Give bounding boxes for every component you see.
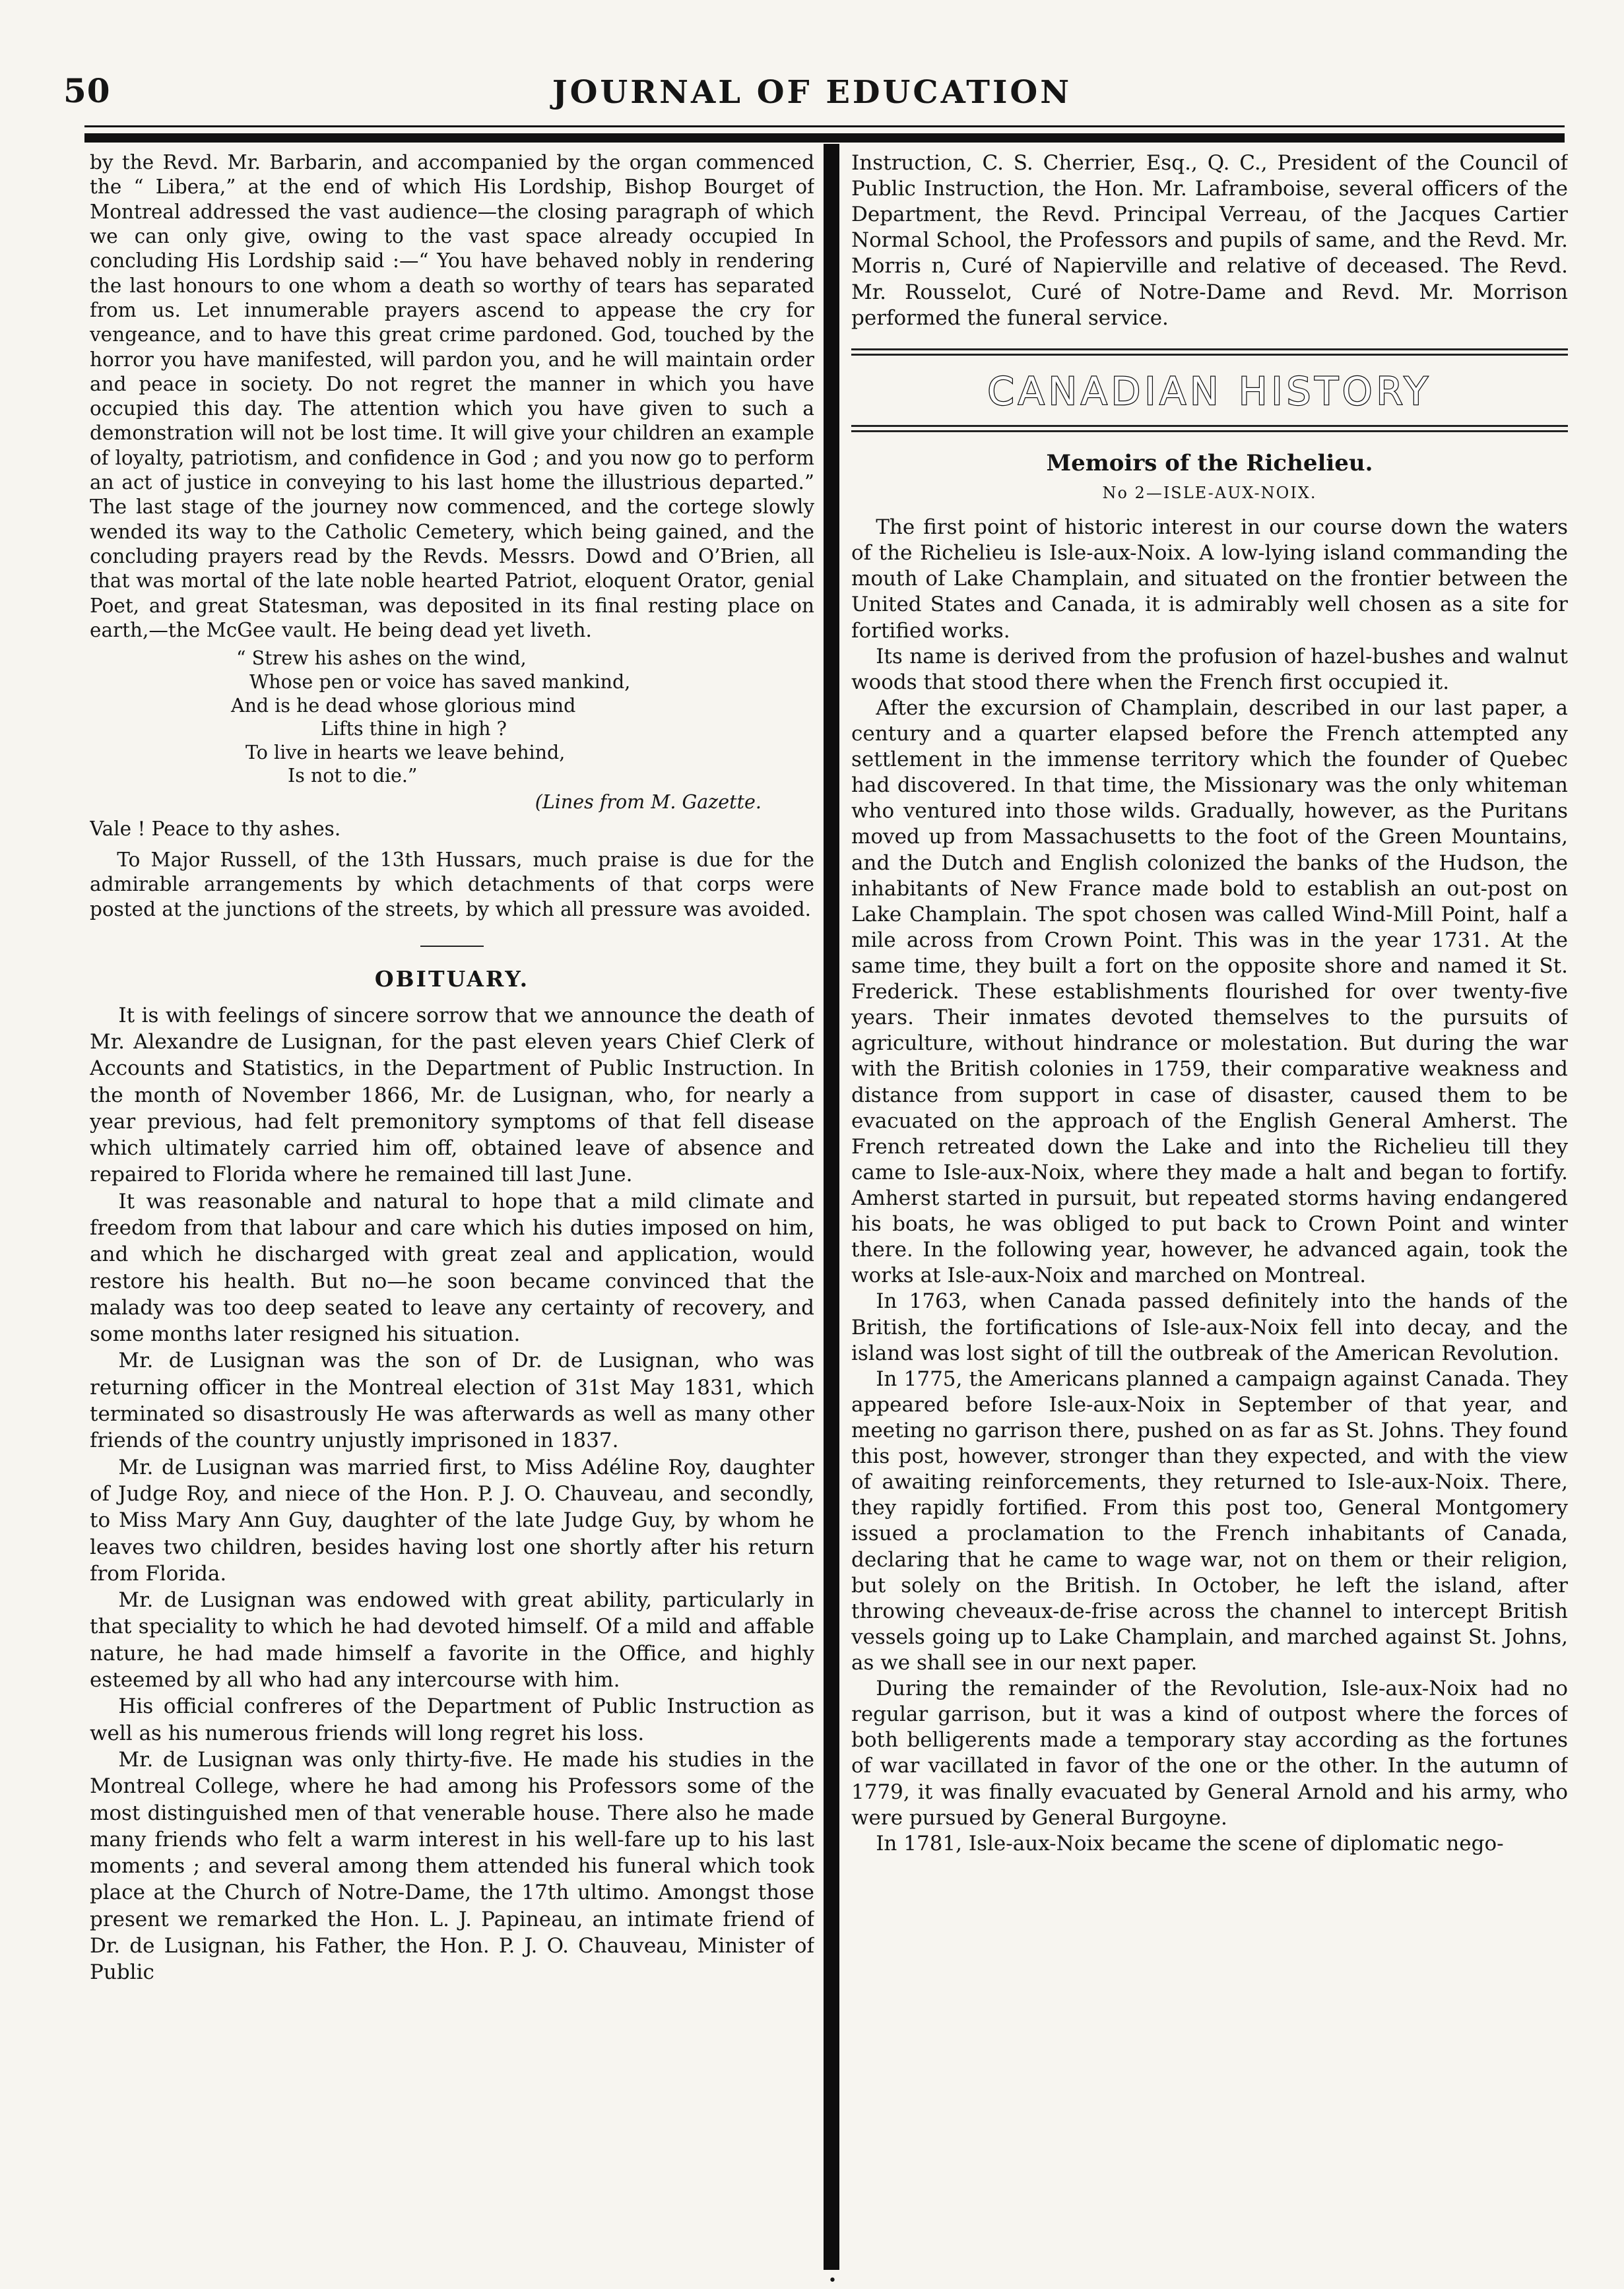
left-column [90,150,814,2249]
section-banner: CANADIAN HISTORY [987,368,1432,414]
history-paragraph: After the excursion of Champlain, described in our last paper, a century and a quarter elapsed before the French attempted any settlement in the immense territory which the founder of Quebec had discovered. In that time, the Missionary was the only whiteman who ventured into those wilds. Gradually, however, as the Puritans moved up from Massachusetts to the foot of the Green Mountains, and the Dutch and English colonized the banks of the Hudson, the inhabitants of New France made bold to establish an out-post on Lake Champlain. The spot chosen was called Wind-Mill Point, half a mile across from Crown Point. This was in the year 1731. At the same time, they built a fort on the opposite shore and named it St. Frederick. These establishments flourished for over twenty-five years. Their inmates devoted themselves to the pursuits of agriculture, without hindrance or molestation. But during the war with the British colonies in 1759, their comparative weakness and distance from support in case of disaster, caused them to be evacuated on the approach of the English General Amherst. The French retreated down the Lake and into the Richelieu till they came to Isle-aux-Noix, where they made a halt and began to fortify. Amherst started in pursuit, but repeated storms having endangered his boats, he was obliged to put back to Crown Point and winter there. In the following year, however, he advanced again, took the works at Isle-aux-Noix and marched on Montreal. [851,695,1568,1288]
right-column-body [851,150,1568,1857]
history-paragraph: In 1775, the Americans planned a campaign against Canada. They appeared before Isle-aux-Noix in September of that year, and meeting no garrison there, pushed on as far as St. Johns. They found this post, however, stronger than they expected, and with the view of awaiting reinforcements, they returned to Isle-aux-Noix. There, they rapidly fortified. From this post too, General Montgomery issued a proclamation to the French inhabitants of Canada, declaring that he came to wage war, not on them or their religion, but solely on the British. In October, he left the island, after throwing cheveaux-de-frise across the channel to intercept British vessels going up to Lake Champlain, and marched against St. Johns, as we shall see in our next paper. [851,1367,1568,1675]
history-paragraph: Its name is derived from the profusion of hazel-bushes and walnut woods that stood there when the French first occupied it. [851,644,1568,694]
obituary-body [90,1002,814,1986]
verse-line: To live in hearts we leave behind, [245,741,566,763]
page-number: 50 [63,71,111,110]
obituary-paragraph: Mr. de Lusignan was the son of Dr. de Lusignan, who was returning officer in the Montreal election of 31st May 1831, which terminated so disastrously He was afterwards as well as many other friends of the country unjustly imprisoned in 1837. [90,1349,814,1453]
verse-citation: (Lines from M. Gazette. [535,791,762,813]
memoir-number: No 2—ISLE-AUX-NOIX. [1102,483,1317,502]
continued-funeral-text: by the Revd. Mr. Barbarin, and accompanied by the organ commenced the “ Libera,” at the end of which His Lordship, Bishop Bourget of Montreal addressed the vast audience—the closing paragraph of which we can only give, owing to the vast space already occupied In concluding His Lordship said :—“ You have behaved nobly in rendering the last honours to one whom a death so worthy of tears has separated from us. Let innumerable prayers ascend to appease the cry for vengeance, and to have this great crime pardoned. God, touched by the horror you have manifested, will pardon you, and he will maintain order and peace in society. Do not regret the manner in which you have occupied this day. The attention which you have given to such a demonstration will not be lost time. It will give your children an example of loyalty, patriotism, and confidence in God ; and you now go to perform an act of justice in conveying to his last home the illustrious departed.” The last stage of the journey now commenced, and the cortege slowly wended its way to the Catholic Cemetery, which being gained, and the concluding prayers read by the Revds. Messrs. Dowd and O’Brien, all that was mortal of the late noble hearted Patriot, eloquent Orator, genial Poet, and great Statesman, was deposited in its final resting place on earth,—the McGee vault. He being dead yet liveth. [90,151,814,641]
header-rule-thin [84,125,1565,127]
banner-rule-top [851,348,1568,356]
memorial-verse [90,647,814,814]
obituary-paragraph: It is with feelings of sincere sorrow that we announce the death of Mr. Alexandre de Lusignan, for the past eleven years Chief Clerk of Accounts and Statistics, in the Department of Public Instruction. In the month of November 1866, Mr. de Lusignan, who, for nearly a year previous, had felt premonitory symptoms of that fell disease which ultimately carried him off, obtained leave of absence and repaired to Florida where he remained till last June. [90,1003,814,1187]
divider-mark: • [828,2273,837,2289]
obituary-paragraph: Mr. de Lusignan was only thirty-five. He made his studies in the Montreal College, where he had among his Professors some of the most distinguished men of that venerable house. There also he made many friends who felt a warm interest in his well-fare up to his last moments ; and several among them attended his funeral which took place at the Church of Notre-Dame, the 17th ultimo. Amongst those present we remarked the Hon. L. J. Papineau, an intimate friend of Dr. de Lusignan, his Father, the Hon. P. J. O. Chauveau, Minister of Public [90,1747,814,1985]
verse-line: Lifts thine in high ? [321,718,507,740]
verse-line: Whose pen or voice has saved mankind, [249,670,631,693]
vale-line: Vale ! Peace to thy ashes. [90,817,341,840]
verse-line: Is not to die.” [288,765,418,787]
history-paragraph: In 1781, Isle-aux-Noix became the scene of diplomatic nego- [876,1831,1504,1855]
obituary-paragraph: His official confreres of the Department of Public Instruction as well as his numerous friends will long regret his loss. [90,1694,814,1745]
verse-line: “ Strew his ashes on the wind, [236,647,527,670]
obituary-paragraph: Mr. de Lusignan was married first, to Miss Adéline Roy, daughter of Judge Roy, and niece of the Hon. P. J. O. Chauveau, and secondly, to Miss Mary Ann Guy, daughter of the late Judge Guy, by whom he leaves two children, besides having lost one shortly after his return from Florida. [90,1455,814,1586]
obituary-heading: OBITUARY. [374,965,530,992]
running-title: JOURNAL OF EDUCATION [552,74,1072,111]
russell-paragraph: To Major Russell, of the 13th Hussars, much praise is due for the admirable arrangements by which detachments of that corps were posted at the junctions of the streets, by which all pressure was avoided. [90,848,814,920]
right-column [851,150,1568,2249]
memoir-title: Memoirs of the Richelieu. [1046,449,1373,476]
obituary-paragraph: It was reasonable and natural to hope that a mild climate and freedom from that labour and care which his duties imposed on him, and which he discharged with great zeal and application, would restore his health. But no—he soon became convinced that the malady was too deep seated to leave any certainty of recovery, and some months later resigned his situation. [90,1189,814,1347]
continued-obituary-text: Instruction, C. S. Cherrier, Esq., Q. C., President of the Council of Public Instruction, the Hon. Mr. Laframboise, several officers of the Department, the Revd. Principal Verreau, of the Jacques Cartier Normal School, the Professors and pupils of same, and the Revd. Mr. Morris n, Curé of Napierville and relative of deceased. The Revd. Mr. Rousselot, Curé of Notre-Dame and Revd. Mr. Morrison performed the funeral service. [851,151,1568,330]
history-paragraph: The first point of historic interest in our course down the waters of the Richelieu is Isle-aux-Noix. A low-lying island commanding the mouth of Lake Champlain, and situated on the frontier between the United States and Canada, it is admirably well chosen as a site for fortified works. [851,515,1568,643]
obituary-paragraph: Mr. de Lusignan was endowed with great ability, particularly in that speciality to which he had devoted himself. Of a mild and affable nature, he had made himself a favorite in the Office, and highly esteemed by all who had any intercourse with him. [90,1588,814,1693]
column-divider [824,144,839,2270]
history-paragraph: During the remainder of the Revolution, Isle-aux-Noix had no regular garrison, but it was a kind of outpost where the forces of both belligerents made a temporary stay according as the fortunes of war vacillated in favor of the one or the other. In the autumn of 1779, it was finally evacuated by General Arnold and his army, who were pursued by General Burgoyne. [851,1677,1568,1830]
banner-rule-bottom [851,425,1568,432]
history-paragraph: In 1763, when Canada passed definitely into the hands of the British, the fortifications of Isle-aux-Noix fell into decay, and the island was lost sight of till the outbreak of the American Revolution. [851,1289,1568,1365]
section-separator [420,946,484,947]
header-rule-thick [84,133,1565,143]
verse-line: And is he dead whose glorious mind [231,694,576,717]
